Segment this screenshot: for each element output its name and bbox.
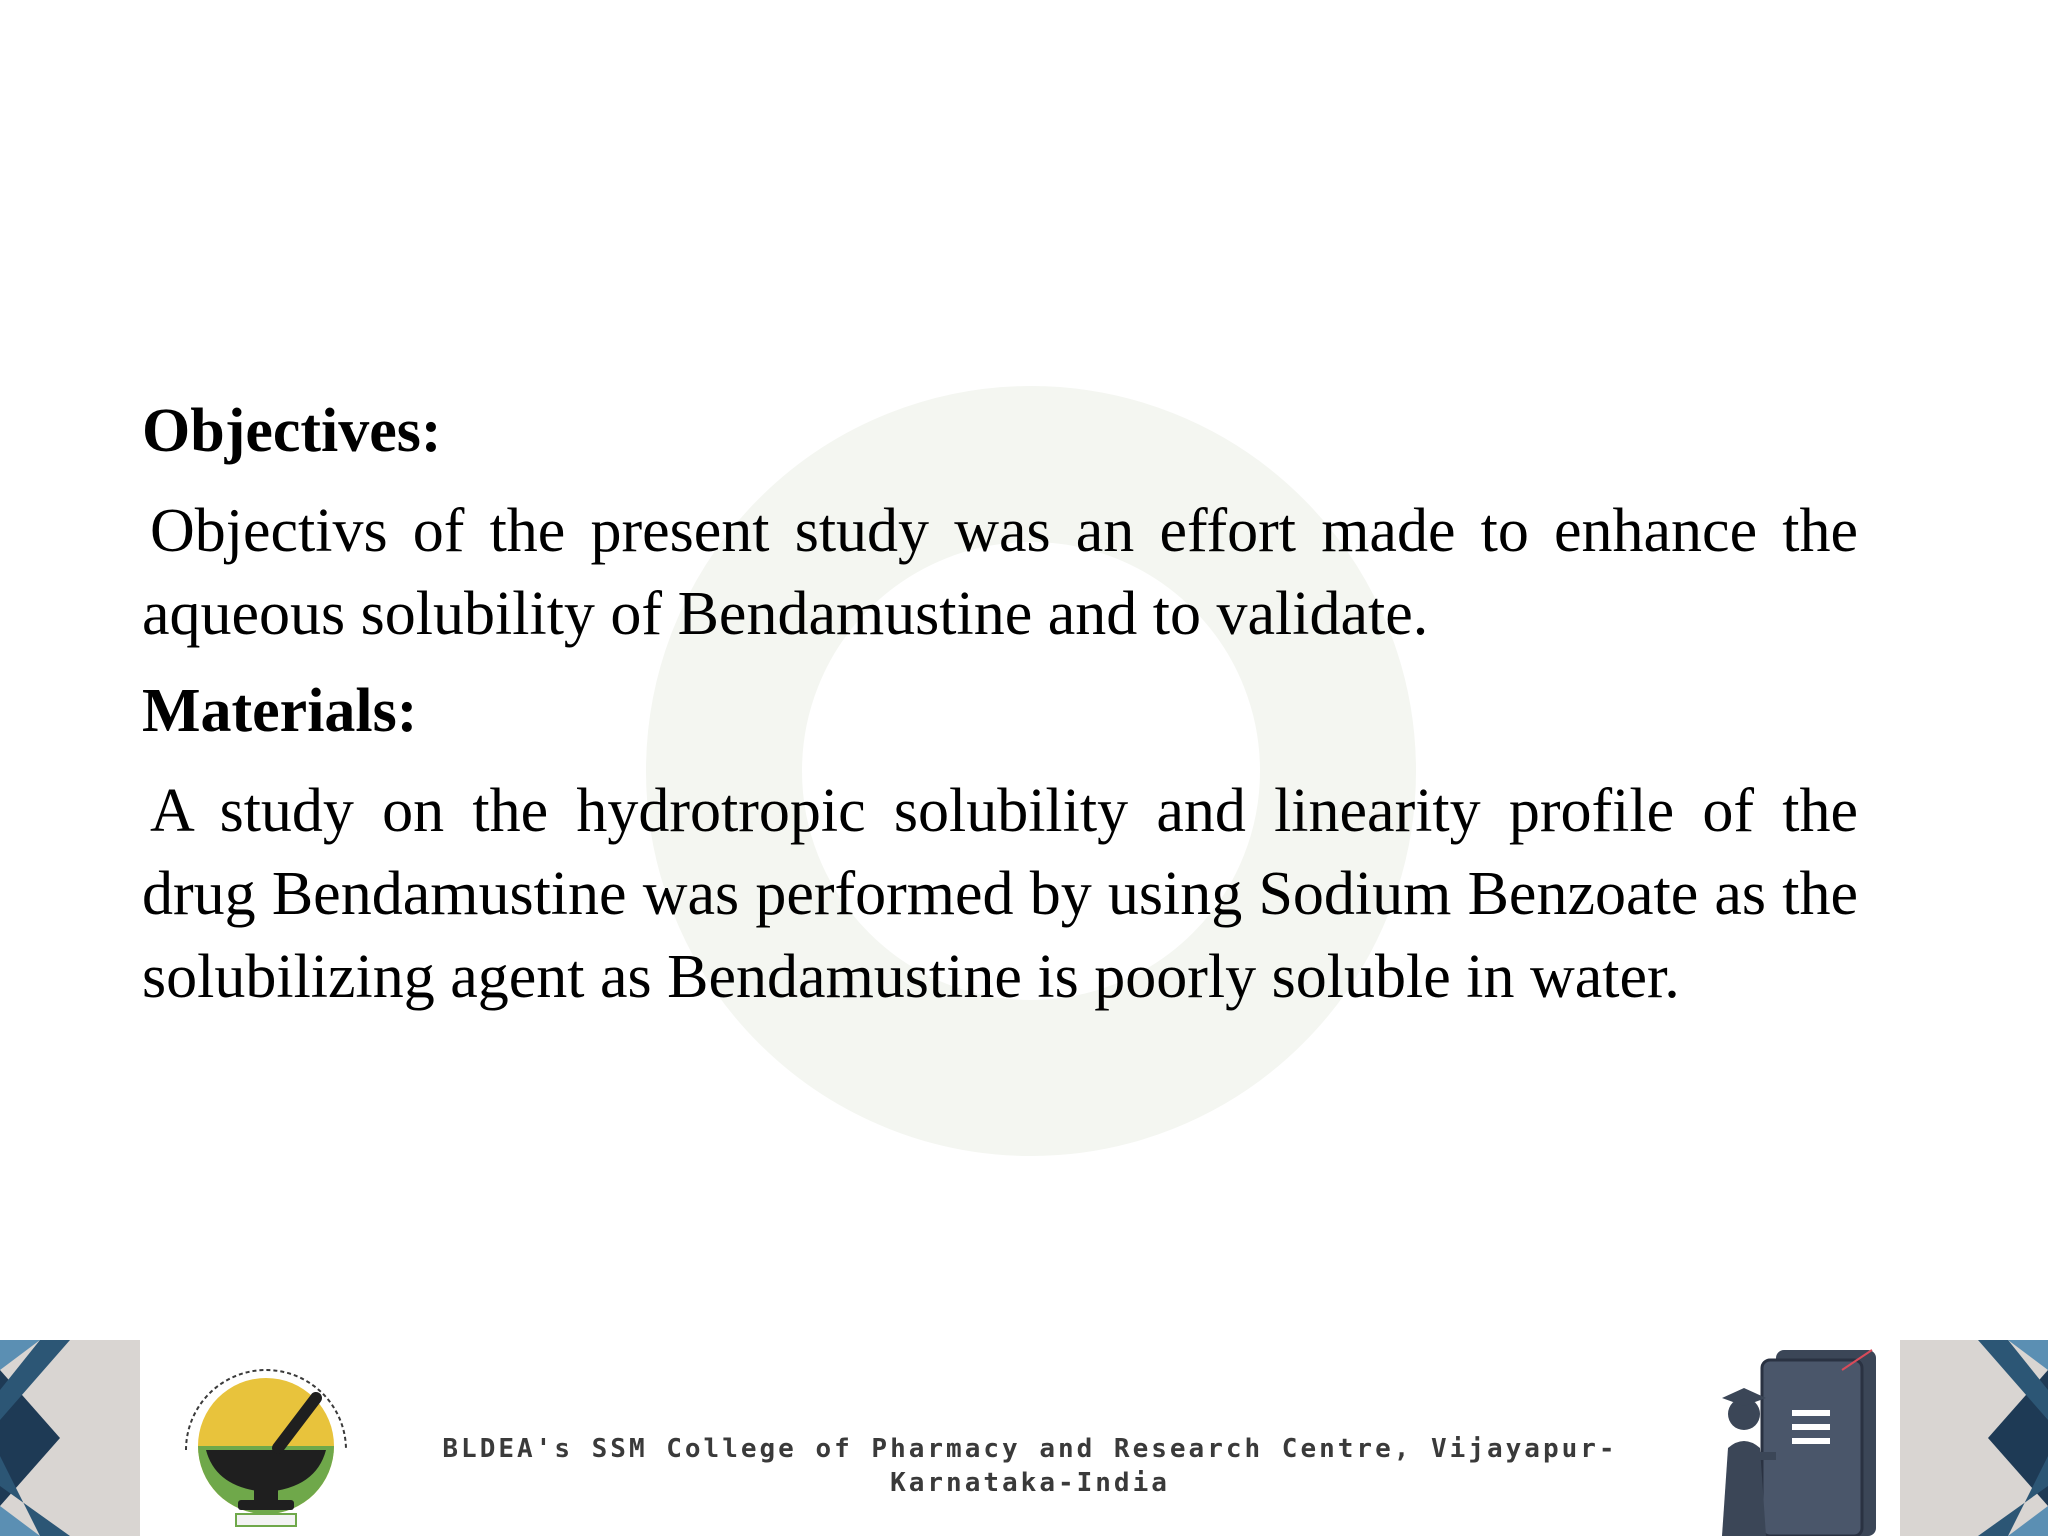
institution-name-line1: BLDEA's SSM College of Pharmacy and Research Centre, Vijayapur-: [442, 1434, 1618, 1464]
objectives-heading: Objectives:: [142, 397, 442, 465]
institution-name-line2: Karnataka-India: [890, 1468, 1170, 1498]
book-scholar-icon: [1692, 1340, 1892, 1536]
right-chevron-decoration: [1900, 1340, 2048, 1536]
materials-text: A study on the hydrotropic solubility and linearity profile of the drug Bendamustine was performed by using Sodium Benzoate as the solubilizing agent as Bendamustine is poorly soluble in water.: [142, 777, 1858, 1011]
slide-content: [142, 392, 1858, 1035]
left-chevron-decoration: [0, 1340, 140, 1536]
institution-name: [440, 1432, 1620, 1500]
mortar-pestle-logo: [166, 1358, 366, 1528]
objectives-text: Objectivs of the present study was an effort made to enhance the aqueous solubility of Bendamustine and to validate.: [142, 497, 1858, 648]
materials-heading: Materials:: [142, 677, 418, 745]
slide-footer: [0, 1340, 2048, 1536]
